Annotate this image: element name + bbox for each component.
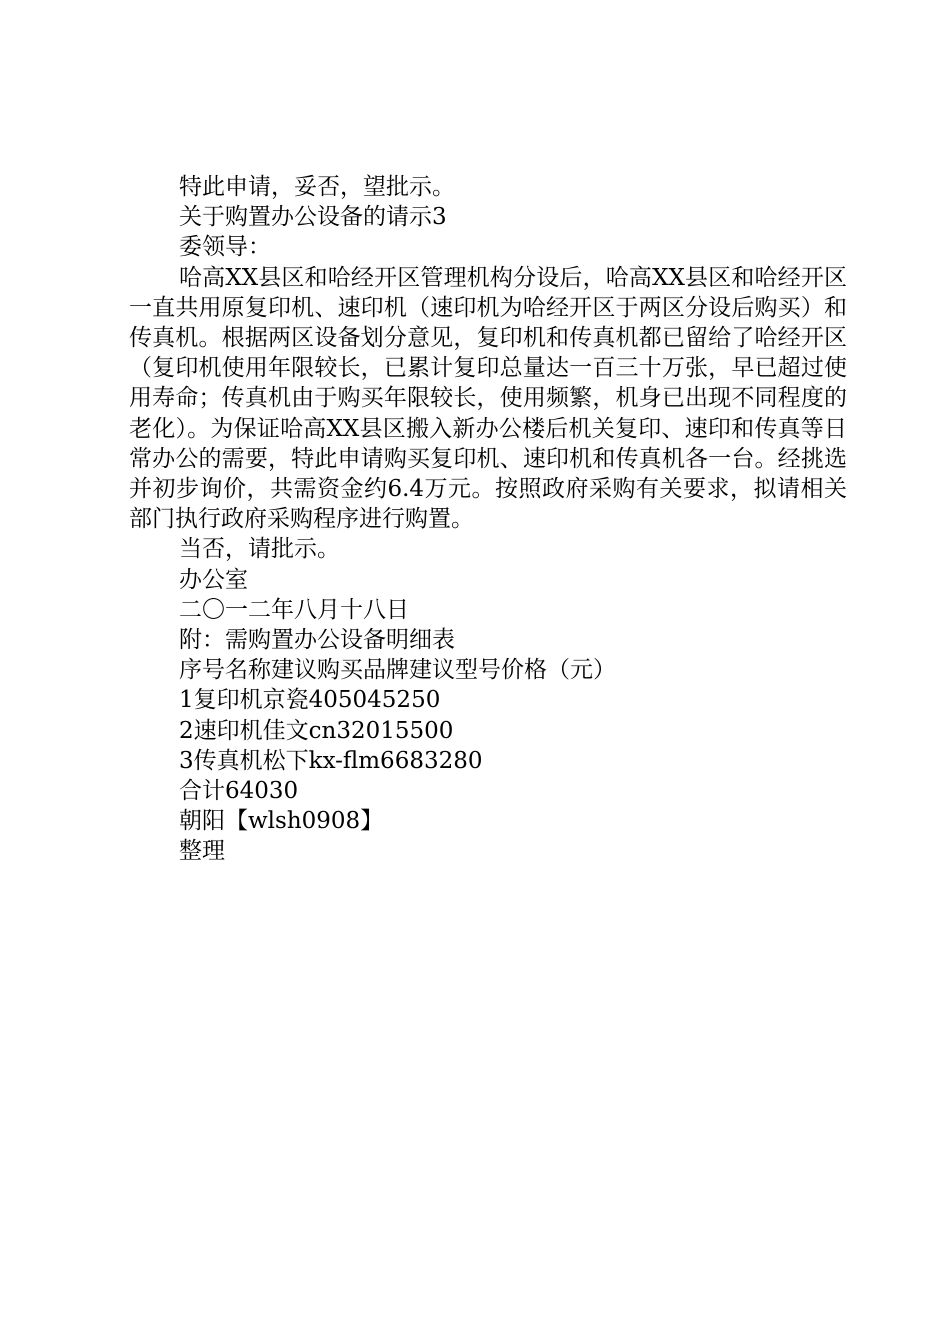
approval-request-line: 当否，请批示。 <box>179 536 340 563</box>
closing-request-line: 特此申请，妥否，望批示。 <box>179 174 455 200</box>
source-credit: 朝阳【wlsh0908】 <box>179 808 384 835</box>
attachment-title: 附：需购置办公设备明细表 <box>179 626 455 653</box>
salutation: 委领导： <box>179 234 271 261</box>
document-title: 关于购置办公设备的请示3 <box>179 204 447 231</box>
table-row: 2速印机佳文cn32015500 <box>179 717 454 744</box>
document-page <box>129 172 847 866</box>
source-credit-suffix: 整理 <box>179 838 225 865</box>
document-date: 二〇一二年八月十八日 <box>179 596 409 623</box>
table-row: 3传真机松下kx-flm6683280 <box>179 747 483 774</box>
table-header-line: 序号名称建议购买品牌建议型号价格（元） <box>179 657 616 684</box>
table-row: 1复印机京瓷405045250 <box>179 687 441 714</box>
body-paragraph: 哈高XX县区和哈经开区管理机构分设后，哈高XX县区和哈经开区一直共用原复印机、速印机（速印机为哈经开区于两区分设后购买）和传真机。根据两区设备划分意见，复印机和传真机都已留给了哈经开区（复印机使用年限较长，已累计复印总量达一百三十万张，早已超过使用寿命；传真机由于购买年限较长，使用频繁，机身已出现不同程度的老化）。为保证哈高XX县区搬入新办公楼后机关复印、速印和传真等日常办公的需要，特此申请购买复印机、速印机和传真机各一台。经挑选并初步询价，共需资金约6.4万元。按照政府采购有关要求，拟请相关部门执行政府采购程序进行购置。 <box>129 264 847 533</box>
table-total-line: 合计64030 <box>179 777 299 804</box>
sender-office: 办公室 <box>179 566 248 593</box>
